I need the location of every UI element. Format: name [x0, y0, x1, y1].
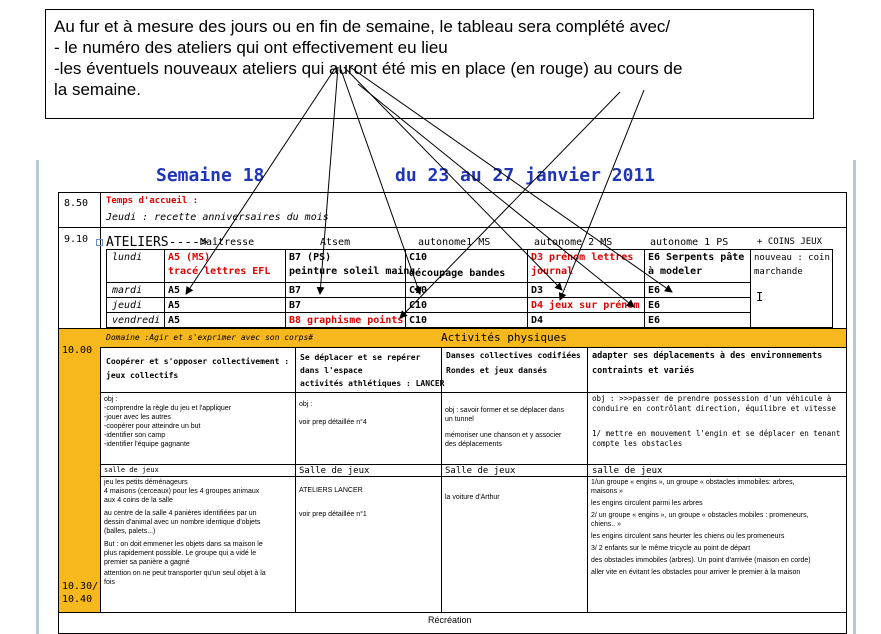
detail-line: 4 maisons (cerceaux) pour les 4 groupes animaux [104, 488, 260, 495]
objective-line: des déplacements [445, 441, 502, 448]
grid-line [100, 347, 847, 348]
atelier-cell: E6 [648, 285, 661, 296]
detail-line: ATELIERS LANCER [299, 487, 363, 494]
detail-line: jeu les petits déménageurs [104, 479, 188, 486]
detail-line: fois [104, 579, 115, 586]
objective-line: -identifier son camp [104, 432, 166, 439]
objective-line: 1/ mettre en mouvement l'engin et se déplacer en tenant [592, 429, 841, 438]
salle-label: salle de jeux [592, 466, 663, 476]
grid-line [164, 249, 165, 328]
activity-header: Rondes et jeux dansés [446, 366, 548, 375]
atelier-cell: C10 [409, 315, 428, 326]
atelier-cell: B8 graphisme points [289, 315, 404, 326]
objective-line: voir prep détaillée n°4 [299, 419, 367, 426]
grid-line [106, 312, 750, 313]
recreation-label: Récréation [428, 615, 472, 625]
atelier-cell: A5 [168, 300, 181, 311]
day-label: vendredi [112, 315, 161, 326]
objective-line: obj : savoir former et se déplacer dans [445, 407, 565, 414]
objective-line: -comprendre la règle du jeu et l'appliquer [104, 405, 232, 412]
detail-line: (balles, palets...) [104, 528, 156, 535]
detail-line: dessin d'animal avec un nombre identique d'objets [104, 519, 261, 526]
atelier-cell: A5 (MS) [168, 252, 211, 263]
grid-line [106, 297, 750, 298]
grid-line [587, 347, 588, 612]
time-label: 10.30/ [62, 581, 99, 592]
time-label: 9.10 [64, 234, 89, 245]
objective-line: -coopérer pour atteindre un but [104, 423, 201, 430]
atelier-cell: à modeler [648, 266, 703, 277]
header-autonome1-ms: autonome1 MS [418, 237, 491, 248]
objective-line: obj : [104, 396, 118, 403]
activity-header: adapter ses déplacements à des environnements [592, 351, 823, 361]
header-maitresse: Maîtresse [200, 237, 255, 248]
week-title: Semaine 18 [156, 165, 265, 186]
grid-line [644, 249, 645, 328]
atelier-cell: nouveau : coin [754, 253, 830, 263]
detail-line: 1/un groupe « engins », un groupe « obstacles immobiles: arbres, [591, 479, 795, 486]
atelier-cell: B7 [289, 300, 302, 311]
detail-line: voir prep détaillée n°1 [299, 511, 367, 518]
time-column-highlight [59, 329, 100, 612]
grid-line [405, 249, 406, 328]
activity-header: Se déplacer et se repérer [300, 353, 421, 362]
atelier-cell: D4 jeux sur prénom [531, 300, 640, 311]
grid-line [295, 347, 296, 612]
atelier-cell: E6 Serpents pâte [648, 252, 745, 263]
objective-line: compte les obstacles [592, 439, 683, 448]
detail-line: aux 4 coins de la salle [104, 497, 173, 504]
detail-line: la voiture d'Arthur [445, 494, 500, 501]
detail-line: au centre de la salle 4 panières identifiées par un [104, 510, 257, 517]
activity-header: Danses collectives codifiées [446, 351, 581, 360]
activites-title: Activités physiques [441, 331, 567, 344]
atelier-cell: D3 prénom lettres [531, 252, 634, 263]
detail-line: premier sa panière a gagné [104, 559, 190, 566]
time-label: 8.50 [64, 198, 89, 209]
detail-line: But : on doit emmener les objets dans sa maison le [104, 541, 263, 548]
grid-line [100, 476, 847, 477]
activity-header: jeux collectifs [106, 371, 179, 380]
atelier-cell: D4 [531, 315, 544, 326]
atelier-cell: A5 [168, 285, 181, 296]
detail-line: les engins circulent sans heurter les chiens ou les promeneurs [591, 533, 785, 540]
salle-label: Salle de jeux [299, 466, 370, 476]
day-label: jeudi [112, 300, 143, 311]
detail-line: des obstacles immobiles (arbres). Un point d'arrivée (maison en corde) [591, 557, 811, 564]
atelier-cell: C10 [409, 300, 428, 311]
callout-line: -les éventuels nouveaux ateliers qui auront été mis en place (en rouge) au cours de [54, 59, 683, 78]
objective-line: conduire en contrôlant direction, équilibre et vitesse [592, 404, 836, 413]
detail-line: chiens.. » [591, 521, 621, 528]
accueil-text: Jeudi : recette anniversaires du mois [106, 212, 329, 223]
objective-line: -jouer avec les autres [104, 414, 171, 421]
activity-header: contraints et variés [592, 366, 695, 376]
activity-header: dans l'espace [300, 366, 363, 375]
callout-line: la semaine. [54, 80, 141, 99]
grid-line [100, 392, 847, 393]
time-label: 10.00 [62, 345, 93, 356]
atelier-cell: A5 [168, 315, 181, 326]
text-cursor: I [756, 290, 764, 304]
grid-line [527, 249, 528, 328]
row-divider [58, 612, 847, 613]
domaine-label: Domaine :Agir et s'exprimer avec son corps# [106, 333, 314, 342]
detail-line: 3/ 2 enfants sur le même tricycle au point de départ [591, 545, 751, 552]
grid-line [106, 282, 750, 283]
salle-label: salle de jeux [104, 466, 159, 474]
atelier-cell: D3 [531, 285, 544, 296]
detail-line: 2/ un groupe « engins », un groupe « obstacles mobiles : promeneurs, [591, 512, 809, 519]
atelier-cell: tracé lettres EFL [168, 266, 271, 277]
grid-line [100, 464, 847, 465]
objective-line: obj : [299, 401, 313, 408]
callout-line: Au fur et à mesure des jours ou en fin de semaine, le tableau sera complété avec/ [54, 17, 671, 36]
activity-header: Coopérer et s'opposer collectivement : [106, 357, 290, 366]
table-handle-icon[interactable] [96, 239, 103, 246]
salle-label: Salle de jeux [445, 466, 516, 476]
annotation-callout [45, 9, 814, 119]
atelier-cell: E6 [648, 300, 661, 311]
header-autonome1-ps: autonome 1 PS [650, 237, 729, 248]
objective-line: -identifier l'équipe gagnante [104, 441, 190, 448]
day-label: lundi [112, 252, 143, 263]
atelier-cell: E6 [648, 315, 661, 326]
week-dates: du 23 au 27 janvier 2011 [395, 165, 656, 186]
detail-line: attention on ne peut transporter qu'un seul objet à la [104, 570, 266, 577]
header-coins-jeux: + COINS JEUX [757, 237, 823, 247]
atelier-cell: journal [531, 266, 574, 277]
column-divider [100, 192, 101, 612]
atelier-cell: B7 (PS) [289, 252, 332, 263]
ateliers-label: ATELIERS----> [106, 235, 208, 250]
objective-line: mémoriser une chanson et y associer [445, 432, 562, 439]
atelier-cell: C10 [409, 252, 428, 263]
detail-line: maisons » [591, 488, 623, 495]
header-atsem: Atsem [320, 237, 351, 248]
header-autonome2-ms: autonome 2 MS [534, 237, 613, 248]
atelier-cell: peinture soleil mains [289, 266, 416, 277]
grid-line [750, 249, 751, 328]
grid-line [285, 249, 286, 328]
day-label: mardi [112, 285, 143, 296]
callout-line: - le numéro des ateliers qui ont effectivement eu lieu [54, 38, 448, 57]
atelier-cell: C10 [409, 285, 428, 296]
atelier-cell: B7 [289, 285, 302, 296]
objective-line: un tunnel [445, 416, 474, 423]
accueil-title: Temps d'accueil : [106, 196, 199, 206]
atelier-cell: découpage bandes [409, 268, 506, 279]
detail-line: aller vite en évitant les obstacles pour arriver le premier à la maison [591, 569, 801, 576]
row-divider [58, 227, 847, 228]
activity-header: activités athlétiques : LANCER [300, 379, 445, 388]
detail-line: les engins circulent parmi les arbres [591, 500, 703, 507]
time-label: 10.40 [62, 594, 93, 605]
objective-line: obj : >>>passer de prendre possession d'un véhicule à [592, 394, 832, 403]
detail-line: plus rapidement possible. Le groupe qui a vidé le [104, 550, 257, 557]
atelier-cell: marchande [754, 267, 803, 277]
